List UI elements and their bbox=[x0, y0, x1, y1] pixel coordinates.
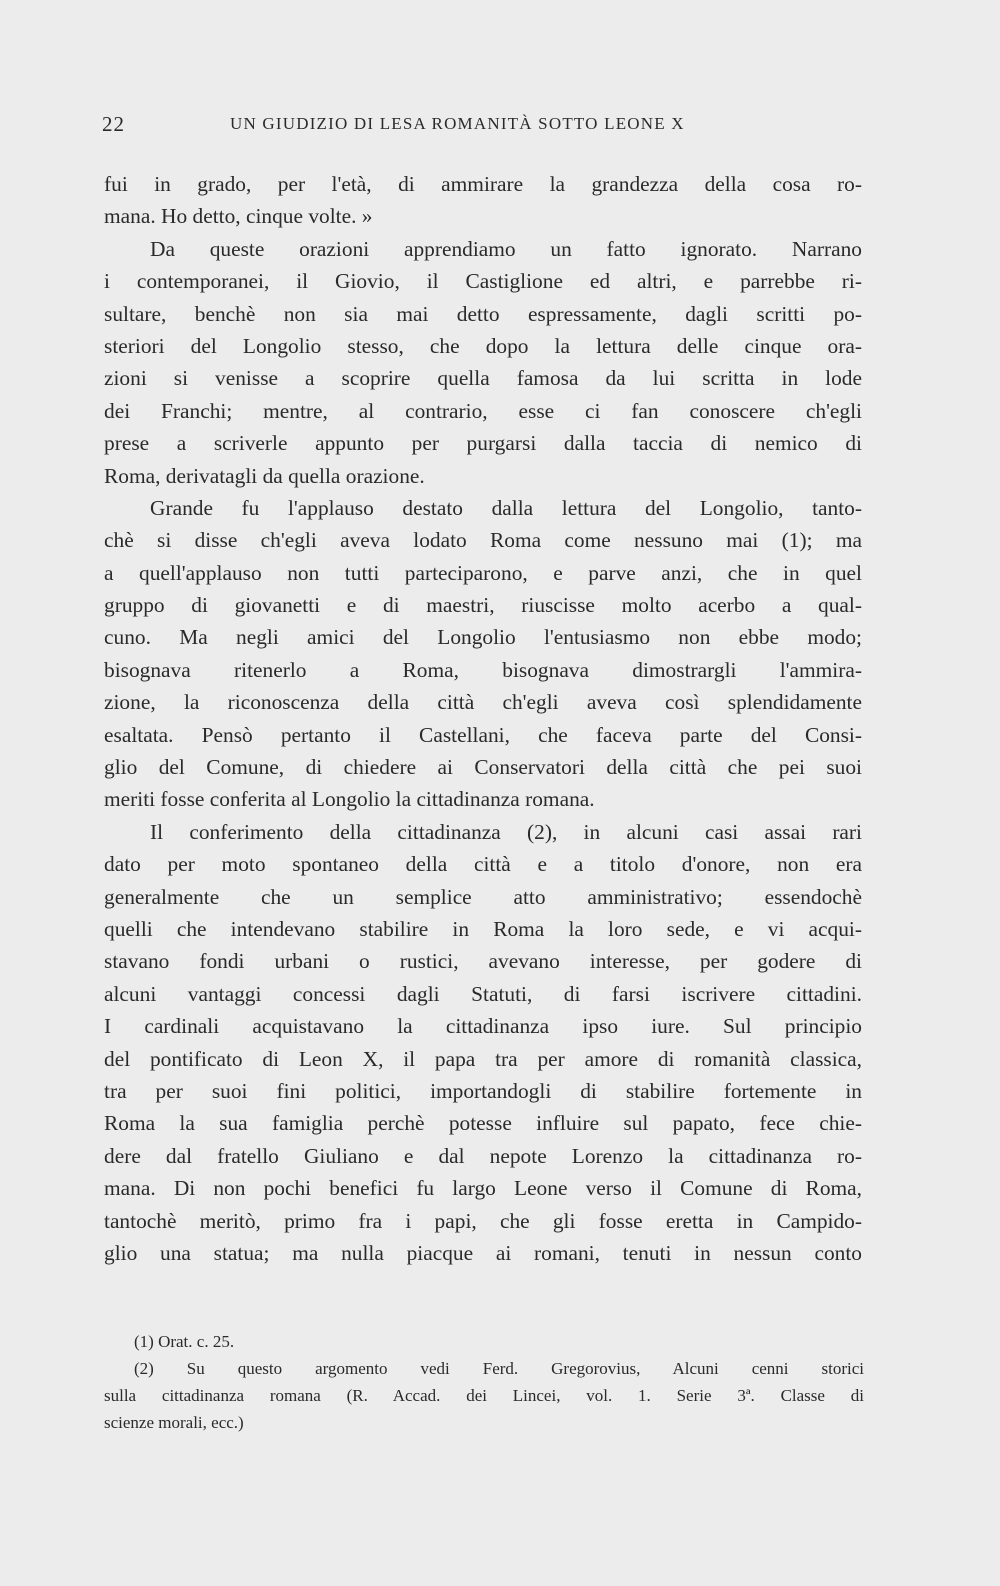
text-line: mana. Ho detto, cinque volte. » bbox=[104, 204, 373, 229]
text-line: I cardinali acquistavano la cittadinanza ipso iure. Sul principio bbox=[104, 1014, 862, 1039]
text-line: zioni si venisse a scoprire quella famosa da lui scritta in lode bbox=[104, 366, 862, 391]
text-line: fui in grado, per l'età, di ammirare la grandezza della cosa ro- bbox=[104, 172, 862, 196]
text-line: chè si disse ch'egli aveva lodato Roma come nessuno mai (1); ma bbox=[104, 528, 862, 553]
footnote-2-line: scienze morali, ecc.) bbox=[104, 1413, 244, 1432]
footnote-1: (1) Orat. c. 25. bbox=[134, 1332, 235, 1351]
text-line: a quell'applauso non tutti parteciparono, e parve anzi, che in quel bbox=[104, 560, 862, 585]
footnote-2-line: (2) Su questo argomento vedi Ferd. Gregorovius, Alcuni cenni storici bbox=[134, 1359, 864, 1378]
text-line: dato per moto spontaneo della città e a titolo d'onore, non era bbox=[104, 852, 862, 877]
text-line: alcuni vantaggi concessi dagli Statuti, di farsi iscrivere cittadini. bbox=[104, 981, 862, 1006]
text-line: tantochè meritò, primo fra i papi, che gli fosse eretta in Campido- bbox=[104, 1208, 862, 1233]
page-number: 22 bbox=[102, 112, 125, 136]
text-line: i contemporanei, il Giovio, il Castiglione ed altri, e parrebbe ri- bbox=[104, 269, 862, 294]
footnote-2-line: sulla cittadinanza romana (R. Accad. dei Lincei, vol. 1. Serie 3ª. Classe di bbox=[104, 1386, 864, 1405]
text-line: meriti fosse conferita al Longolio la cittadinanza romana. bbox=[104, 787, 595, 812]
text-line: zione, la riconoscenza della città ch'egli aveva così splendidamente bbox=[104, 690, 862, 715]
text-line: esaltata. Pensò pertanto il Castellani, che faceva parte del Consi- bbox=[104, 722, 862, 747]
text-line: sultare, benchè non sia mai detto espressamente, dagli scritti po- bbox=[104, 301, 862, 326]
text-line: bisognava ritenerlo a Roma, bisognava dimostrargli l'ammira- bbox=[104, 657, 862, 682]
text-line: Il conferimento della cittadinanza (2), in alcuni casi assai rari bbox=[150, 819, 862, 844]
text-line: mana. Di non pochi benefici fu largo Leone verso il Comune di Roma, bbox=[104, 1176, 862, 1201]
footnotes bbox=[104, 1328, 864, 1436]
text-line: prese a scriverle appunto per purgarsi dalla taccia di nemico di bbox=[104, 431, 862, 456]
text-line: Roma, derivatagli da quella orazione. bbox=[104, 463, 425, 488]
text-line: Da queste orazioni apprendiamo un fatto ignorato. Narrano bbox=[150, 236, 862, 261]
text-line: steriori del Longolio stesso, che dopo la lettura delle cinque ora- bbox=[104, 333, 862, 358]
text-line: Grande fu l'applauso destato dalla lettura del Longolio, tanto- bbox=[150, 495, 862, 520]
text-line: glio del Comune, di chiedere ai Conservatori della città che pei suoi bbox=[104, 755, 862, 780]
text-line: generalmente che un semplice atto amministrativo; essendochè bbox=[104, 884, 862, 909]
text-line: stavano fondi urbani o rustici, avevano interesse, per godere di bbox=[104, 949, 862, 974]
text-line: del pontificato di Leon X, il papa tra per amore di romanità classica, bbox=[104, 1046, 862, 1071]
body-text bbox=[104, 168, 862, 1269]
text-line: Roma la sua famiglia perchè potesse influire sul papato, fece chie- bbox=[104, 1111, 862, 1136]
text-line: dere dal fratello Giuliano e dal nepote Lorenzo la cittadinanza ro- bbox=[104, 1143, 862, 1168]
text-line: quelli che intendevano stabilire in Roma la loro sede, e vi acqui- bbox=[104, 916, 862, 941]
text-line: glio una statua; ma nulla piacque ai romani, tenuti in nessun conto bbox=[104, 1240, 862, 1265]
text-line: tra per suoi fini politici, importandogli di stabilire fortemente in bbox=[104, 1078, 862, 1103]
text-line: gruppo di giovanetti e di maestri, riuscisse molto acerbo a qual- bbox=[104, 593, 862, 618]
text-line: cuno. Ma negli amici del Longolio l'entusiasmo non ebbe modo; bbox=[104, 625, 862, 650]
running-title: UN GIUDIZIO DI LESA ROMANITÀ SOTTO LEONE X bbox=[230, 114, 685, 133]
text-line: dei Franchi; mentre, al contrario, esse ci fan conoscere ch'egli bbox=[104, 398, 862, 423]
